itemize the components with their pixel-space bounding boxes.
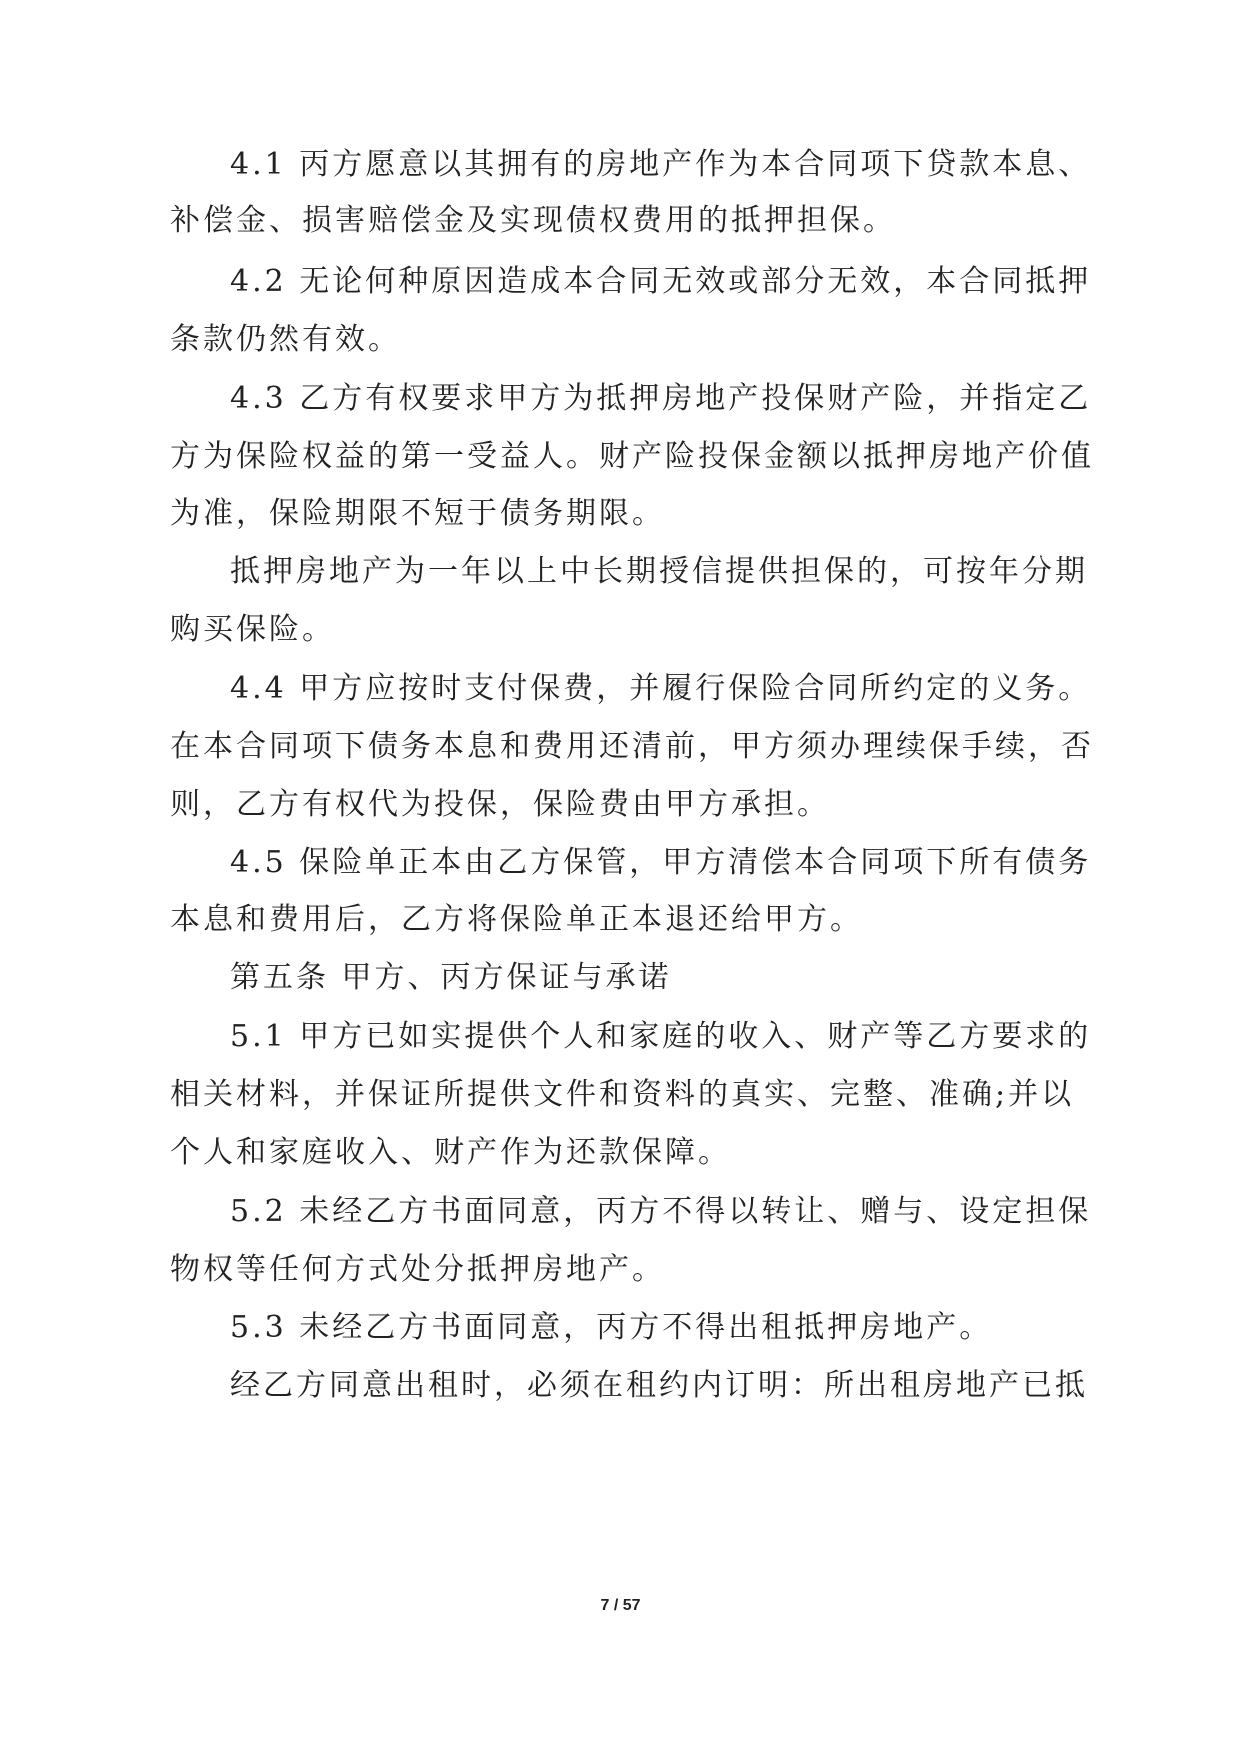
text-line: 本息和费用后，乙方将保险单正本退还给甲方。 — [170, 902, 863, 937]
text-line: 条款仍然有效。 — [170, 322, 401, 357]
text-line: 个人和家庭收入、财产作为还款保障。 — [170, 1135, 731, 1170]
page-number: 7 / 57 — [600, 1597, 641, 1614]
text-line: 4.3 乙方有权要求甲方为抵押房地产投保财产险，并指定乙 — [230, 381, 1092, 416]
text-line: 在本合同项下债务本息和费用还清前，甲方须办理续保手续，否 — [170, 729, 1094, 764]
text-line: 4.2 无论何种原因造成本合同无效或部分无效，本合同抵押 — [230, 264, 1092, 299]
text-line: 方为保险权益的第一受益人。财产险投保金额以抵押房地产价值 — [170, 439, 1094, 474]
text-line: 补偿金、损害赔偿金及实现债权费用的抵押担保。 — [170, 203, 896, 238]
text-line: 物权等任何方式处分抵押房地产。 — [170, 1252, 665, 1287]
text-line: 为准，保险期限不短于债务期限。 — [170, 496, 665, 531]
text-line: 则，乙方有权代为投保，保险费由甲方承担。 — [170, 787, 830, 822]
text-line: 5.2 未经乙方书面同意，丙方不得以转让、赠与、设定担保 — [230, 1194, 1092, 1229]
text-line: 4.4 甲方应按时支付保费，并履行保险合同所约定的义务。 — [230, 671, 1092, 706]
text-line: 相关材料，并保证所提供文件和资料的真实、完整、准确;并以 — [170, 1077, 1075, 1112]
text-line: 经乙方同意出租时，必须在租约内订明：所出租房地产已抵 — [230, 1368, 1088, 1403]
text-line: 4.5 保险单正本由乙方保管，甲方清偿本合同项下所有债务 — [230, 845, 1092, 880]
text-line: 4.1 丙方愿意以其拥有的房地产作为本合同项下贷款本息、 — [230, 147, 1092, 182]
text-line: 抵押房地产为一年以上中长期授信提供担保的，可按年分期 — [230, 554, 1088, 589]
text-line: 5.3 未经乙方书面同意，丙方不得出租抵押房地产。 — [230, 1310, 993, 1345]
text-line: 5.1 甲方已如实提供个人和家庭的收入、财产等乙方要求的 — [230, 1019, 1092, 1054]
section-heading: 第五条 甲方、丙方保证与承诺 — [230, 960, 672, 995]
text-line: 购买保险。 — [170, 612, 335, 647]
